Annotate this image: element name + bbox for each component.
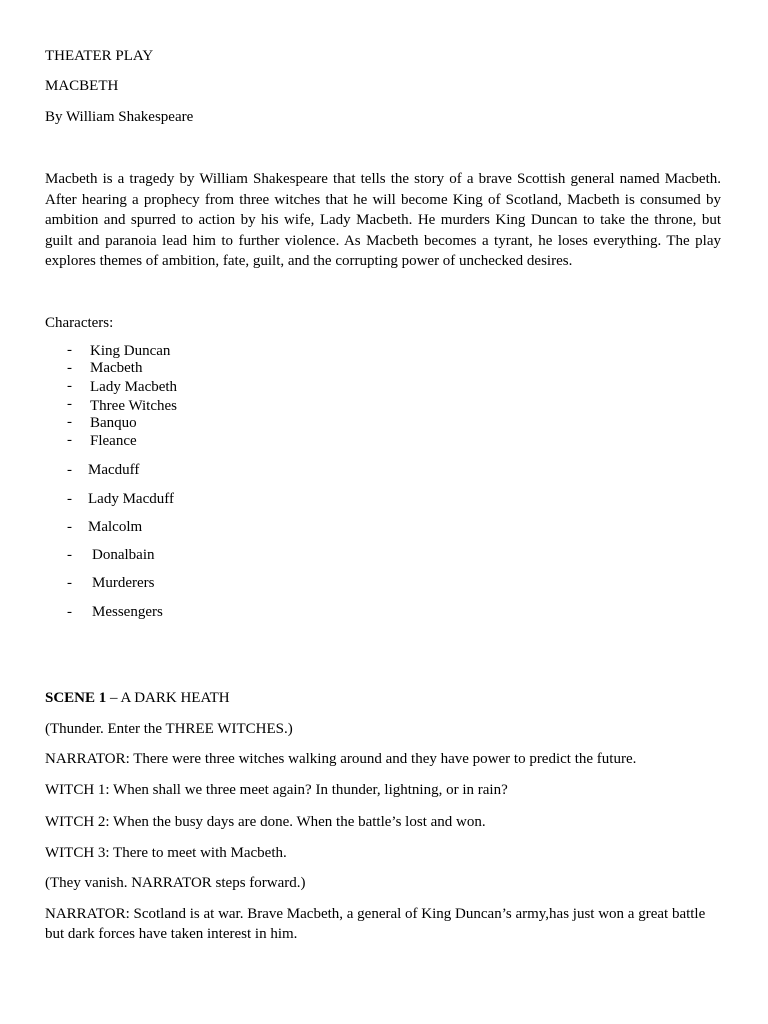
dialogue-line: WITCH 3: There to meet with Macbeth.: [45, 845, 287, 861]
header-line-theater-play: THEATER PLAY: [45, 48, 154, 64]
character-item: Malcolm: [88, 519, 143, 535]
bullet-dash: -: [67, 491, 72, 507]
bullet-dash: -: [67, 462, 72, 478]
character-item: Banquo: [90, 415, 137, 431]
bullet-dash: -: [67, 432, 72, 448]
character-item: Lady Macduff: [88, 491, 174, 507]
bullet-dash: -: [67, 547, 72, 563]
bullet-dash: -: [67, 519, 72, 535]
bullet-dash: -: [67, 575, 72, 591]
dialogue-line: NARRATOR: Scotland is at war. Brave Macbeth, a general of King Duncan’s army,has just won a great battle but dark forces have taken interest in him.: [45, 906, 706, 942]
character-item: Messengers: [92, 604, 163, 620]
scene-location: – A DARK HEATH: [106, 690, 230, 706]
bullet-dash: -: [67, 342, 72, 358]
bullet-dash: -: [67, 414, 72, 430]
character-item: Lady Macbeth: [90, 379, 178, 395]
character-item: Fleance: [90, 433, 137, 449]
stage-direction: (They vanish. NARRATOR steps forward.): [45, 875, 306, 891]
character-item: Murderers: [92, 575, 155, 591]
character-item: Donalbain: [92, 547, 155, 563]
characters-heading: Characters:: [45, 315, 114, 331]
header-line-author: By William Shakespeare: [45, 109, 194, 125]
scene-heading: [45, 688, 230, 708]
character-item: Three Witches: [90, 398, 177, 414]
dialogue-line: NARRATOR: There were three witches walking around and they have power to predict the future.: [45, 751, 637, 767]
bullet-dash: -: [67, 604, 72, 620]
bullet-dash: -: [67, 360, 72, 376]
dialogue-line: WITCH 1: When shall we three meet again? In thunder, lightning, or in rain?: [45, 782, 508, 798]
summary-paragraph: Macbeth is a tragedy by William Shakespeare that tells the story of a brave Scottish general named Macbeth. After hearing a prophecy from three witches that he will become King of Scotland, Macbeth is consumed by ambition and spurred to action by his wife, Lady Macbeth. He murders King Duncan to take the throne, but guilt and paranoia lead him to further violence. As Macbeth becomes a tyrant, he loses everything. The play explores themes of ambition, fate, guilt, and the corrupting power of unchecked desires.: [45, 171, 721, 269]
bullet-dash: -: [67, 396, 72, 412]
character-item: King Duncan: [90, 343, 171, 359]
bullet-dash: -: [67, 378, 72, 394]
scene-number: SCENE 1: [45, 690, 107, 706]
dialogue-line: WITCH 2: When the busy days are done. When the battle’s lost and won.: [45, 814, 486, 830]
character-item: Macbeth: [90, 360, 143, 376]
character-item: Macduff: [88, 462, 140, 478]
stage-direction: (Thunder. Enter the THREE WITCHES.): [45, 721, 293, 737]
header-line-title: MACBETH: [45, 78, 119, 94]
